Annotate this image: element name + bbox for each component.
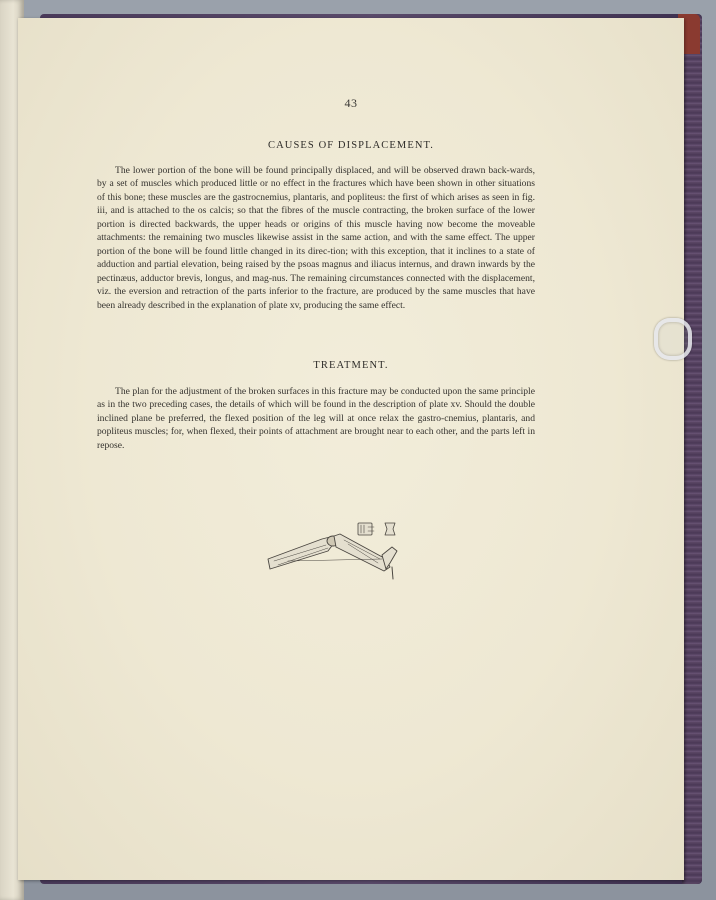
flexed-leg-splint-illustration-icon [264, 517, 404, 585]
page-clasp [654, 318, 692, 360]
thigh-shape [268, 537, 334, 569]
lower-leg-shape [334, 534, 390, 571]
book-page [18, 18, 684, 880]
section-heading-treatment: TREATMENT. [313, 360, 389, 371]
page-number: 43 [344, 96, 358, 110]
detail-bone-section [385, 523, 395, 535]
splint-peg [392, 567, 393, 579]
cover-spine-edge [682, 14, 702, 884]
section-heading-causes: CAUSES OF DISPLACEMENT. [268, 140, 434, 151]
detail-bone-end [358, 523, 372, 535]
paragraph-causes: The lower portion of the bone will be found principally displaced, and will be observed drawn back-wards, by a set of muscles which produced little or no effect in the fractures which have been shown in other situations of this bone; these muscles are the gastrocnemius, plantaris, and popliteus: the first of which arises as seen in fig. iii, and is attached to the os calcis; so that the fibres of the muscle contracting, the broken surface of the lower portion is directed backwards, the upper heads or origins of this muscle having now become the moveable attachments: the remaining two muscles likewise assist in the same action, and with the same effect. The upper portion of the bone will be found little changed in its direc-tion; with this exception, that it inclines to a state of adduction and partial elevation, being raised by the psoas magnus and iliacus internus, and drawn inwards by the pectinæus, adductor brevis, longus, and mag-nus. The remaining circumstances connected with the displacement, viz. the eversion and retraction of the parts inferior to the fracture, are produced by the same muscles that have been already described in the explanation of plate xv, producing the same effect. [97, 165, 535, 311]
paragraph-treatment: The plan for the adjustment of the broken surfaces in this fracture may be conducted upon the same principle as in the two preceding cases, the details of which will be found in the description of plate xv. Should the double inclined plane be preferred, the flexed position of the leg will at once relax the gastro-cnemius, plantaris, and popliteus muscles; for, when flexed, their points of attachment are brought near to each other, and the parts left in repose. [97, 386, 535, 451]
